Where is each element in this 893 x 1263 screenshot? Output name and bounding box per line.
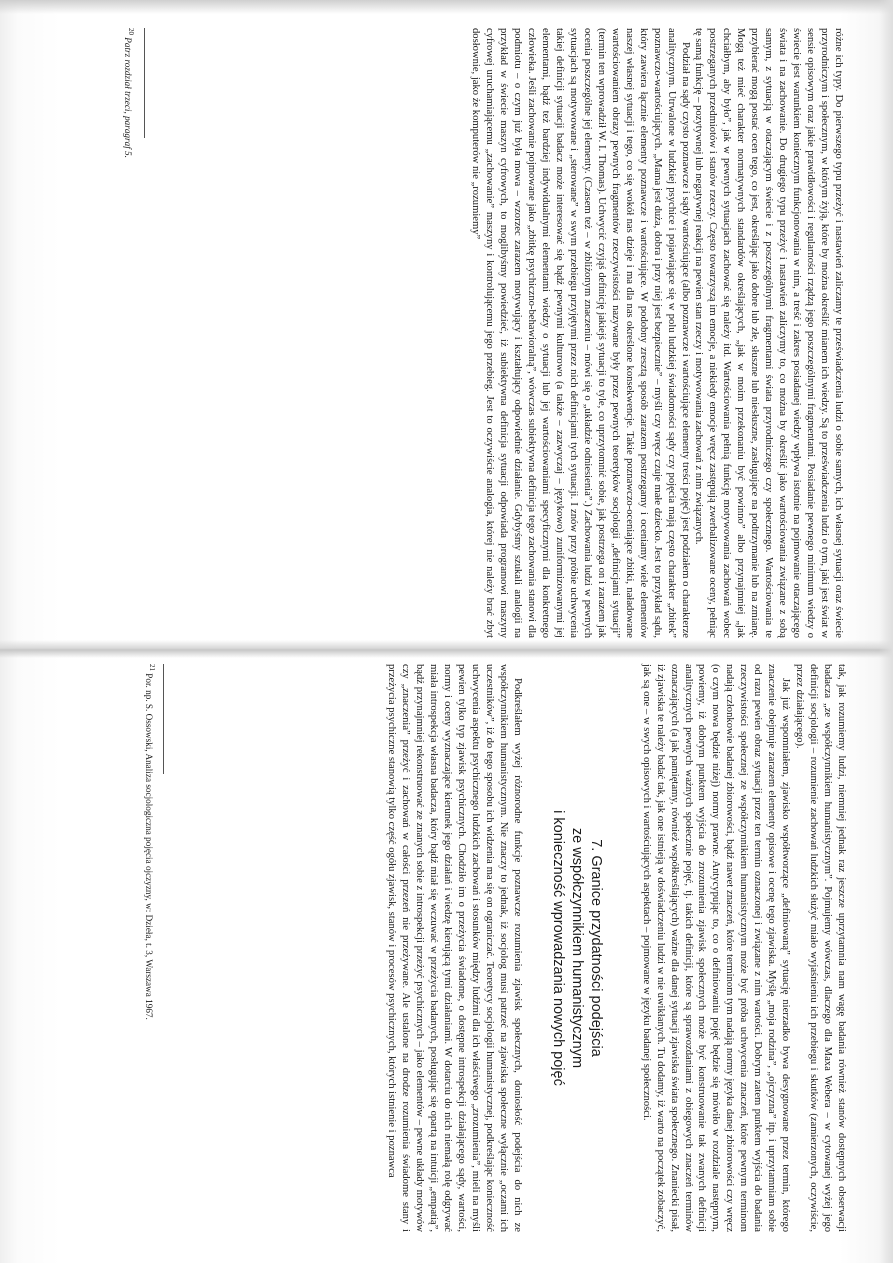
section-title-line: Granice przydatności podejścia (587, 855, 604, 1057)
section-title-line: ze współczynnikiem humanistycznym (568, 827, 585, 1069)
section-heading-line-1 (586, 664, 605, 1232)
paragraph: Jak już wspomniałem, zjawisko współtworzące „definiowaną” sytuację nierzadko bywa desygnowane przez termin, którego znaczenie obejmuje zarazem elementy opisowe i ocenę tego zjawiska. Myślę „moja rodzina”, „ojczyzna” itp. i uprzytamniam sobie od razu pewien obraz sytuacji przez ten termin oznaczonej i związane z nim wartości. Dobrym zatem punktem wyjścia do badania rzeczywistości społecznej ze współczynnikiem humanistycznym może być próba uchwycenia znaczeń, które pewnym terminom nadają członkowie badanej zbiorowości, bądź nawet znaczeń, które terminom tym nadają normy języka danej zbiorowości czy wręcz (o czym nowa będzie niżej) normy prawne. Antycypując to, co o definiowaniu pojęć będzie się mówiło w rozdziale następnym, powiemy, iż dobrym punktem wyjścia do zrozumienia zjawisk społecznych może być konstruowanie tak zwanych definicji analitycznych pewnych ważnych społecznie pojęć, tj. takich definicji, które są sprawozdaniami z obiegowych znaczeń terminów oznaczających (a jak pamiętamy, również współkreślających) ważne dla danej sytuacji zjawiska świata społecznego. Znaniecki pisał, iż zjawiska te należy badać tak, jak one istnieją w doświadczeniu ludzi w nie uwikłanych. Tu dodamy, iż warto na początek zobaczyć, jak są one – w swych opisowych i wartościujących aspektach – pojmowane w języku badanej społeczności. (640, 664, 792, 1232)
footnote-mark: 21 (148, 664, 156, 671)
page-lower-body (384, 664, 848, 1232)
paragraph: różne ich typy. Do pierwszego typu przeżyć i nastawień zaliczamy te przeświadczenia ludzi o sobie samych, ich własnej sytuacji oraz świecie przyrodniczym i społecznym, w którym żyją, które by można określić mianem ich wiedzy. Są to przeświadczenia ludzi o tym, jaki jest świat w sensie opisowym oraz jakie prawidłowości i regularności rządzą jego poszczególnymi fragmentami. Posiadanie pewnego minimum wiedzy o świecie jest warunkiem koniecznym funkcjonowania w nim, a treść i zakres posiadanej wiedzy wpływa istotnie na pojmowanie otaczającego świata i na zachowanie. Do drugiego typu przeżyć i nastawień zaliczymy to, co można by określić jako wartościowania związane z sobą samym, z sytuacją w otaczającym świecie i z poszczególnymi fragmentami świata przyrodniczego czy społecznego. Wartościowania te przybierać mogą postać ocen tego, co jest, określając jako dobre lub złe, słuszne lub niesłuszne, zasługujące na podtrzymanie lub na zmianę. Mogą też mieć charakter normatywnych standardów określających, „jak w moim przekonaniu być powinno” albo przynajmniej „jak chciałbym, aby było”, jak w pewnych sytuacjach zachować się należy itd. Wartościowania pełnią funkcję motywowania zachowań wobec postrzeganych przedmiotów i stanów rzeczy. Często towarzyszą im emocje, a niekiedy emocje wręcz zastępują zwerbalizowane oceny, pełniąc tę samą funkcję – pozytywnej lub negatywnej reakcji na pewien stan rzeczy i motywowania zachowań z nim związanych. (693, 28, 844, 638)
page-upper (95, 28, 845, 638)
scan-shadow-edge (879, 0, 893, 1263)
page-upper-body (468, 28, 845, 638)
paragraph: Podział na sądy czysto poznawcze i sądy wartościujące (albo poznawcze i wartościujące elementy treści pojęć) jest podziałem o charakterze analitycznym. Utrwalone w ludzkiej psychice i pojawiające się w polu ludzkiej świadomości sądy czy pojęcia mają często charakter „zbitek” poznawczo-wartościujących. „Mama jest duża, dobra i przy niej jest bezpiecznie” – myśli czy wręcz czuje małe dziecko. Jest to przykład sądu, który zawiera łącznie elementy poznawcze i wartościujące. W podobny zresztą sposób zarazem postrzegamy i oceniamy wiele elementów naszej własnej sytuacji i tego, co się wokół nas dzieje i ma dla nas określone konsekwencje. Takie poznawczo-oceniające zbitki, naładowane wartościowaniem obrazy pewnych fragmentów rzeczywistości nazywane były przez pewnych teoretyków socjologii „definicjami sytuacji” (termin ten wprowadził W. I. Thomas). Uchwycić czyjąś definicję jakiejś sytuacji to tyle, co uprzytomnić sobie, jak postrzega on i zarazem jak ocenia poszczególne jej elementy. (Czasem też – w zbliżonym znaczeniu – mówi się o „układzie odniesienia”.) Zachowania ludzi w pewnych sytuacjach są motywowane i „sterowane” w swym przebiegu przyjętymi przez nich definicjami tych sytuacji. I znów przy próbie uchwycenia takiej definicji sytuacji badacz może interesować się bądź pewnymi kulturowo (a także – zazwyczaj – językowo) zuniformizowanymi jej elementami, bądź też bardziej indywidualnymi elementami wiedzy o sytuacji lub jej wartościowaniami specyficznymi dla konkretnego człowieka. Jeśli zachowanie pojmowane jako „zbitkę psychiczno-behawioralną”, wówczas subiektywna definicja tego zachowania stanowi dla podmiotu – o czym już była mowa – wzorzec zarazem motywujący i kształtujący odpowiednie działanie. Gdybyśmy szukali analogii na przykład w świecie maszyn cyfrowych, to moglibyśmy powiedzieć, iż subiektywna definicja sytuacji odpowiada programowi maszyny cyfrowej uruchamiającemu „zachowanie” maszyny i kontrolującemu jego przebieg. Jest to oczywiście analogia, której nie należy brać zbyt dosłownie, jako że komputerów nie „rozumiemy” (470, 28, 691, 638)
footnote-text: Patrz rozdział trzeci, paragraf 5. (122, 37, 133, 158)
section-title-line: i konieczność wprowadzania nowych pojęć (549, 810, 566, 1086)
book-gutter (0, 640, 893, 658)
footnote-rule (144, 28, 145, 138)
section-heading (548, 664, 605, 1232)
footnote-rule (163, 664, 164, 774)
paragraph: Podkreślałem wyżej różnorodne funkcje poznawcze rozumienia zjawisk społecznych, doniosłość podejścia do nich ze współczynnikiem humanistycznym. Nie znaczy to jednak, iż socjolog musi patrzeć na zjawiska społeczne wyłącznie „oczami ich uczestników”, iż do tego sposobu ich widzenia ma się on ograniczać. Teoretycy socjologii humanistycznej, podkreślając konieczność uchwycenia aspektu psychicznego ludzkich zachowań i stosunków między ludźmi dla ich właściwego „zrozumienia”, mieli na myśli pewien tylko typ zjawisk psychicznych. Chodziło im o przeżycia świadome, o dostępne introspekcji działającego sądy, wartości, normy i oceny wyznaczające kierunek jego działań i wiedzę kierującą tymi działaniami. W dotarciu do nich niemałą rolę odgrywać miała introspekcja własna badacza, który bądź miał się wczuwać w przeżycia badanych, posługując się opartą na intuicji „empatią”, bądź przynajmniej rekonstruować ze znanych sobie z introspekcji przeżyć psychicznych – jako elementów – pewne układy motywów czy „znaczenia” przeżyć i zachowań w całości przezeń nie przeżywane. Ale ustalone na drodze rozumienia świadome stany i przeżycia psychiczne stanowią tylko część ogółu zjawisk, stanów i procesów psychicznych, których istnienie i poznawca (386, 664, 523, 1232)
footnote-mark: 20 (127, 28, 135, 35)
scan-shadow-top (0, 0, 893, 14)
footnote (143, 664, 158, 1232)
footnote-text: Por. np. S. Ossowski, Analiza socjologiczna pojęcia ojczyzny, w: Dzieła, t. 3, Warszawa 1967. (143, 673, 154, 1020)
page-lower (120, 664, 848, 1232)
paragraph: tak, jak rozumiemy ludzi, niemniej jednak raz jeszcze uprzytamnia nam wagę badania również stanów dostępnych obserwacji badacza „ze współczynnikiem humanistycznym”. Pojmujemy wówczas, dlaczego dla Maxa Webera – w cytowanej wyżej jego definicji socjologii – rozumienie zachowań ludzkich służyć miało wyjaśnieniu ich przebiegu i skutków (zamierzonych, oczywiście, przez działającego). (794, 664, 847, 1232)
footnote (122, 28, 137, 638)
section-number: 7. (587, 839, 604, 852)
